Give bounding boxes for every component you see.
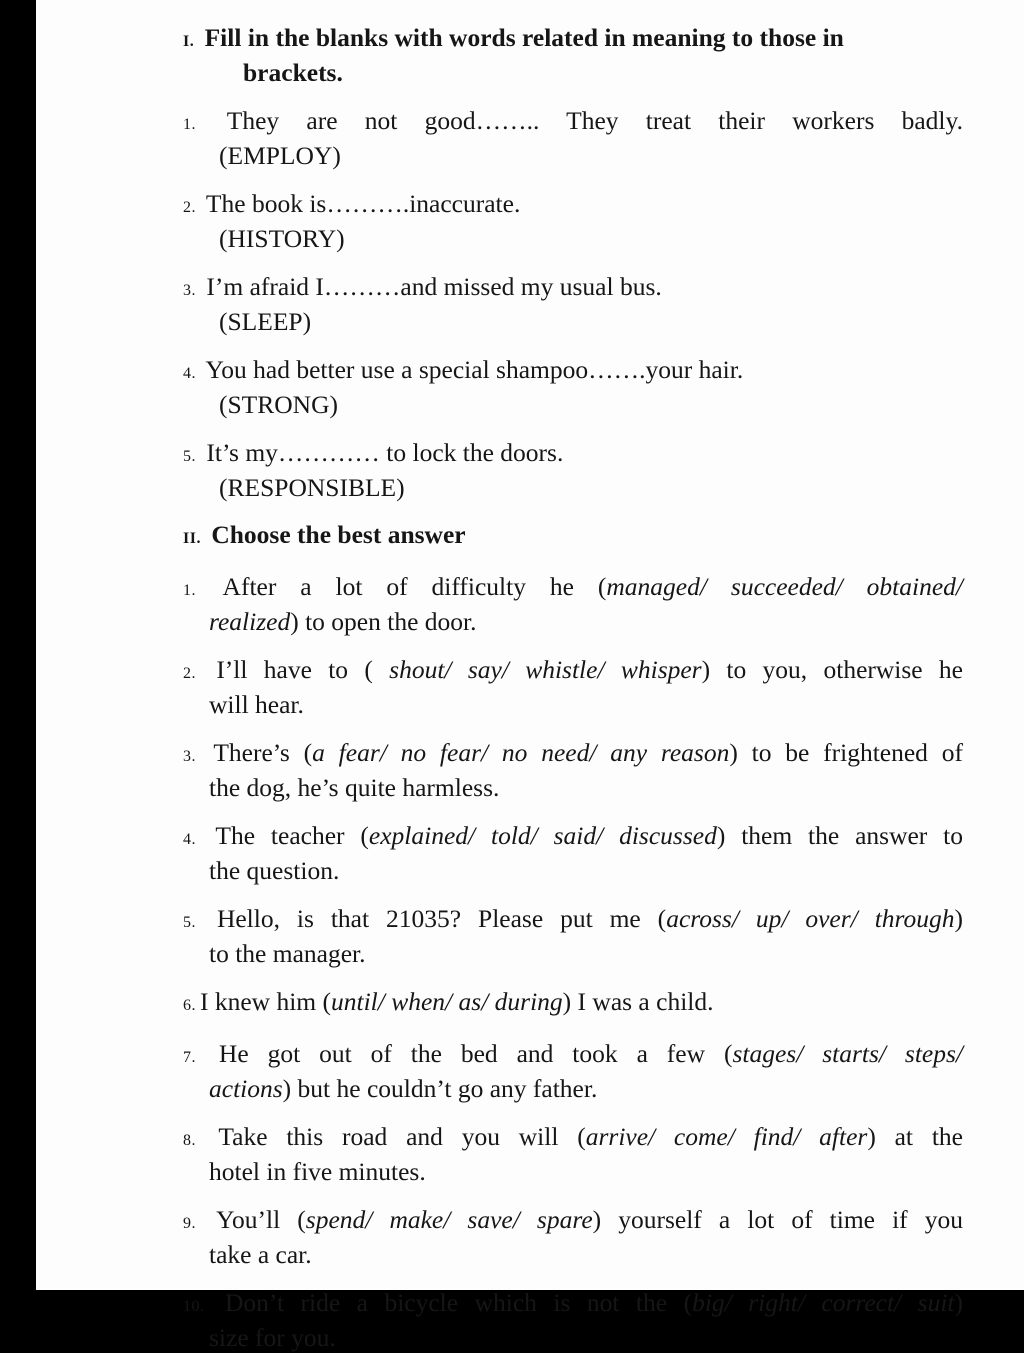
s2-question-2	[183, 654, 963, 720]
s2-q4-stem: The teacher (	[215, 821, 369, 850]
s2-question-6	[183, 986, 963, 1021]
s1-q1-text: They are not good…….. They treat their workers badly.	[226, 106, 963, 135]
section-1-number: I.	[183, 33, 195, 50]
s2-question-9	[183, 1204, 963, 1270]
s2-q7-options-cont: actions	[209, 1074, 283, 1103]
s2-q2-tail: ) to you, otherwise he	[701, 655, 963, 684]
s2-q9-options: spend/ make/ save/ spare	[305, 1205, 593, 1234]
s1-q4-text: You had better use a special shampoo…….your hair.	[205, 355, 744, 384]
section-1-title-line1: Fill in the blanks with words related in meaning to those in	[204, 23, 844, 52]
s2-q3-line2: the dog, he’s quite harmless.	[209, 773, 500, 802]
s2-q10-number: 10.	[183, 1298, 205, 1315]
s2-q4-options: explained/ told/ said/ discussed	[368, 821, 717, 850]
s2-question-4	[183, 820, 963, 886]
s2-q9-line2: take a car.	[209, 1240, 312, 1269]
s2-question-5	[183, 903, 963, 969]
s2-q7-tail: ) but he couldn’t go any father.	[282, 1074, 598, 1103]
s2-q3-stem: There’s (	[213, 738, 313, 767]
s2-q2-line2: will hear.	[209, 690, 304, 719]
s1-q5-text: It’s my………… to lock the doors.	[206, 438, 564, 467]
s1-q4-hint: (STRONG)	[219, 390, 338, 419]
s2-q5-stem: Hello, is that 21035? Please put me (	[216, 904, 667, 933]
s2-q6-number: 6.	[183, 997, 196, 1014]
s2-q8-tail: ) at the	[867, 1122, 963, 1151]
s1-question-1	[183, 105, 963, 171]
s2-q8-line2: hotel in five minutes.	[209, 1157, 426, 1186]
s2-q7-stem: He got out of the bed and took a few (	[218, 1039, 733, 1068]
s2-question-7	[183, 1038, 963, 1104]
s1-q4-number: 4.	[183, 365, 196, 382]
section-2-title: Choose the best answer	[211, 520, 466, 549]
s1-question-5	[183, 437, 963, 503]
s2-q10-tail: )	[954, 1288, 964, 1317]
s2-q5-number: 5.	[183, 914, 196, 931]
document-page	[36, 0, 1024, 1352]
s2-q1-number: 1.	[183, 582, 196, 599]
s2-q6-tail: ) I was a child.	[562, 987, 714, 1016]
s2-q10-stem: Don’t ride a bicycle which is not the (	[225, 1288, 693, 1317]
s1-q5-hint: (RESPONSIBLE)	[219, 473, 405, 502]
s2-q3-options: a fear/ no fear/ no need/ any reason	[312, 738, 730, 767]
s2-q8-options: arrive/ come/ find/ after	[585, 1122, 868, 1151]
section-2-number: II.	[183, 530, 201, 547]
s1-q1-hint: (EMPLOY)	[219, 141, 341, 170]
s2-q3-number: 3.	[183, 748, 196, 765]
s2-q8-number: 8.	[183, 1132, 196, 1149]
s2-question-1	[183, 571, 963, 637]
s1-question-3	[183, 271, 963, 337]
s2-q9-number: 9.	[183, 1215, 196, 1232]
s1-q3-number: 3.	[183, 282, 196, 299]
s1-q2-hint: (HISTORY)	[219, 224, 345, 253]
s2-q5-options: across/ up/ over/ through	[666, 904, 955, 933]
s2-q1-tail: ) to open the door.	[290, 607, 477, 636]
s1-q2-number: 2.	[183, 199, 196, 216]
section-2-heading	[183, 519, 963, 554]
s1-q5-number: 5.	[183, 448, 196, 465]
s2-q10-line2: size for you.	[209, 1323, 336, 1352]
s2-q5-line2: to the manager.	[209, 939, 366, 968]
s2-q1-stem: After a lot of difficulty he (	[222, 572, 607, 601]
s2-q9-tail: ) yourself a lot of time if you	[592, 1205, 964, 1234]
section-1-title-line2: brackets.	[243, 58, 343, 87]
s1-question-2	[183, 188, 963, 254]
s2-question-3	[183, 737, 963, 803]
s2-q6-stem: I knew him (	[200, 987, 332, 1016]
s2-q10-options: big/ right/ correct/ suit	[692, 1288, 955, 1317]
s2-q4-tail: ) them the answer to	[716, 821, 963, 850]
s2-q1-options: managed/ succeeded/ obtained/	[606, 572, 963, 601]
s1-q3-text: I’m afraid I………and missed my usual bus.	[206, 272, 662, 301]
s2-q2-number: 2.	[183, 665, 196, 682]
s2-question-8	[183, 1121, 963, 1187]
s2-q2-options: shout/ say/ whistle/ whisper	[372, 655, 702, 684]
s2-q9-stem: You’ll (	[216, 1205, 306, 1234]
s2-q6-options: until/ when/ as/ during	[331, 987, 563, 1016]
s2-q8-stem: Take this road and you will (	[218, 1122, 586, 1151]
s2-q2-stem: I’ll have to (	[216, 655, 373, 684]
s1-q1-number: 1.	[183, 116, 196, 133]
s1-question-4	[183, 354, 963, 420]
s2-q4-line2: the question.	[209, 856, 340, 885]
s2-q4-number: 4.	[183, 831, 196, 848]
s1-q2-text: The book is……….inaccurate.	[205, 189, 521, 218]
s1-q3-hint: (SLEEP)	[219, 307, 312, 336]
s2-q5-tail: )	[954, 904, 964, 933]
section-1-heading	[183, 22, 963, 88]
s2-q3-tail: ) to be frightened of	[729, 738, 963, 767]
s2-q1-options-cont: realized	[209, 607, 291, 636]
s2-q7-options: stages/ starts/ steps/	[732, 1039, 963, 1068]
s2-question-10	[183, 1287, 963, 1353]
worksheet-content	[183, 22, 963, 1353]
s2-q7-number: 7.	[183, 1049, 196, 1066]
